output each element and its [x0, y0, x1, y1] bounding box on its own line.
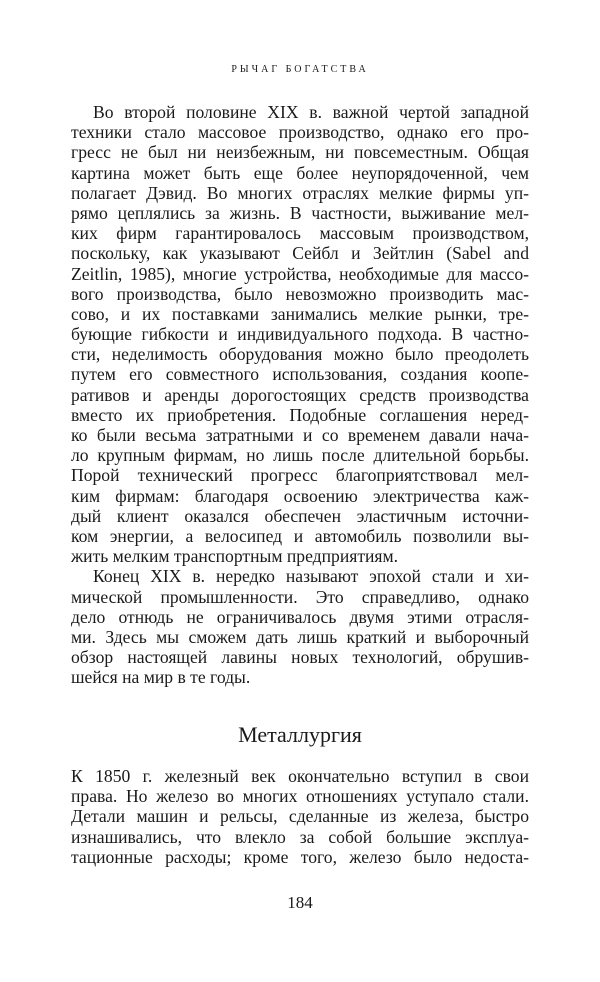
text-line: ком энергии, а велосипед и автомобиль позволили вы-: [71, 525, 529, 546]
text-line: путем его совместного использования, создания коопе-: [71, 364, 529, 385]
text-line: ративов и аренды дорогостоящих средств производства: [71, 384, 529, 405]
text-line: шейся на мир в те годы.: [71, 667, 251, 688]
text-line: жить мелким транспортным предприятиям.: [71, 546, 399, 567]
text-line: рямо цеплялись за жизнь. В частности, выживание мел-: [71, 202, 529, 223]
body-text-top: [71, 102, 529, 687]
text-line: Порой технический прогресс благоприятствовал мел-: [71, 465, 529, 486]
text-line: Детали машин и рельсы, сделанные из железа, быстро: [71, 806, 529, 827]
text-line: К 1850 г. железный век окончательно вступил в свои: [71, 766, 529, 786]
paragraph: [71, 102, 529, 566]
page-number: 184: [287, 893, 313, 912]
text-line: Zeitlin, 1985), многие устройства, необходимые для массо-: [71, 263, 529, 284]
paragraph: [71, 566, 529, 687]
text-line: гресс не был ни неизбежным, ни повсеместным. Общая: [71, 142, 529, 163]
text-line: бующие гибкости и индивидуального подхода. В частно-: [71, 324, 529, 345]
text-line: дый клиент оказался обеспечен эластичным источни-: [71, 505, 529, 526]
text-line: сово, и их поставками занимались мелкие рынки, тре-: [71, 303, 529, 324]
text-line: техники стало массовое производство, однако его про-: [71, 122, 529, 143]
text-line: картина может быть еще более неупорядоченной, чем: [71, 162, 529, 183]
text-line: мической промышленности. Это справедливо, однако: [71, 586, 529, 607]
text-line: ким фирмам: благодаря освоению электричества каж-: [71, 485, 529, 506]
running-head: РЫЧАГ БОГАТСТВА: [231, 64, 369, 75]
text-line: сти, неделимость оборудования можно было преодолеть: [71, 344, 529, 365]
text-line: ми. Здесь мы сможем дать лишь краткий и выборочный: [71, 626, 529, 647]
paragraph: [71, 766, 529, 867]
text-line: права. Но железо во многих отношениях уступало стали.: [71, 786, 529, 807]
text-line: ло крупным фирмам, но лишь после длительной борьбы.: [71, 445, 529, 466]
text-line: тационные расходы; кроме того, железо было недоста-: [71, 846, 529, 867]
text-line: ко были весьма затратными и со временем давали нача-: [71, 425, 529, 445]
text-line: поскольку, как указывают Сейбл и Зейтлин (Sabel and: [71, 243, 529, 264]
text-line: обзор настоящей лавины новых технологий, обрушив-: [71, 647, 529, 668]
text-line: полагает Дэвид. Во многих отраслях мелкие фирмы уп-: [71, 182, 529, 203]
text-line: ких фирм гарантировалось массовым производством,: [71, 223, 529, 244]
section-paragraph: [71, 766, 529, 867]
text-line: дело отнюдь не ограничивалось двумя этими отрасля-: [71, 606, 529, 627]
text-line: вместо их приобретения. Подобные соглашения неред-: [71, 404, 529, 425]
text-line: вого производства, было невозможно производить мас-: [71, 283, 529, 304]
text-line: Конец XIX в. нередко называют эпохой стали и хи-: [93, 566, 529, 587]
text-line: Во второй половине XIX в. важной чертой западной: [93, 102, 529, 122]
section-heading: Металлургия: [238, 722, 362, 747]
text-line: изнашивались, что влекло за собой большие эксплуа-: [71, 826, 529, 847]
